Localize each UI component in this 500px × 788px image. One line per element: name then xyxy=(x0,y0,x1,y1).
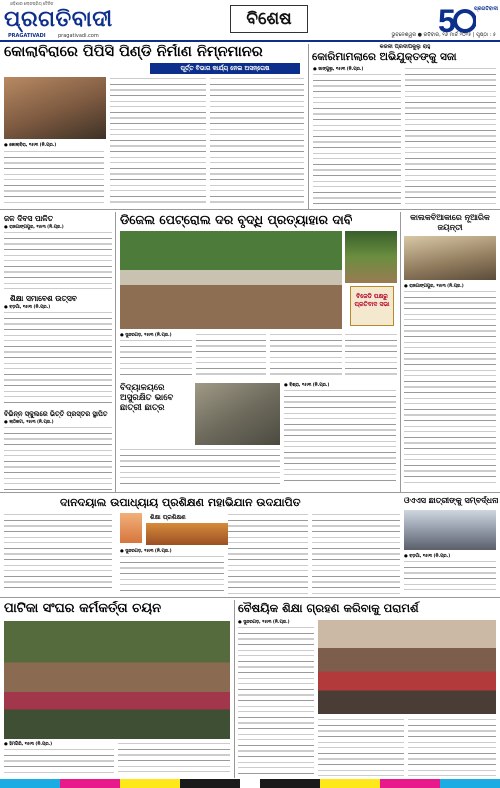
bottom-right-body-col1 xyxy=(238,626,314,776)
right-column-dateline: ● ରାଜଗାଙ୍ଗପୁର, ୧୫ା୩ (ନି.ପ୍ର.) xyxy=(404,284,464,289)
newspaper-logo: ପ୍ରଗତିବାଦୀ xyxy=(4,7,113,32)
middle-lead-body-col1 xyxy=(120,339,192,379)
top-right-dateline: ● ଜାଙ୍ଗୁଲୁ, ୧୫ା୩ (ନି.ପ୍ର.) xyxy=(313,67,364,72)
bottom-right-headline: ବୈଷୟିକ ଶିକ୍ଷା ଗ୍ରହଣ କରିବାକୁ ପରାମର୍ଶ xyxy=(238,601,419,615)
mid-band-headline: ଦାନଦୟାଲ ଉପାଧ୍ୟାୟ ପ୍ରଶିକ୍ଷଣ ମହାଭିଯାନ ଉଦଯାପିତ xyxy=(60,496,301,509)
mid-band-right-dateline: ● ବଡ଼ଗାଁ, ୧୫ା୩ (ନି.ପ୍ର.) xyxy=(404,554,451,559)
bottom-right-dateline: ● ସୁନ୍ଦରଗଡ଼, ୧୫ା୩ (ନି.ପ୍ର.) xyxy=(238,620,290,625)
print-color-strip xyxy=(0,779,500,788)
mid-band-pull: ଶିକ୍ଷା ପ୍ରଶିକ୍ଷଣ xyxy=(150,514,186,521)
middle-lead-body-col4 xyxy=(345,333,397,379)
right-column-body xyxy=(404,290,496,486)
bottom-left-headline: ପାଟିକା ସଂଘର କର୍ମକର୍ତ୍ତା ଚୟନ xyxy=(4,601,162,616)
bottom-left-body-col1 xyxy=(4,748,114,776)
jayanti-event-photo xyxy=(404,236,496,280)
column-divider xyxy=(400,212,401,492)
quote-text: ବିଜେଡି ପକ୍ଷରୁ ପ୍ରତିବାଦ ସଭା xyxy=(354,293,390,308)
left-3-dateline: ● ଲାଠିକଟା, ୧୫ା୩ (ନି.ପ୍ର.) xyxy=(4,420,54,425)
section-title: ବିଶେଷ xyxy=(230,5,308,33)
middle-lead-dateline: ● ସୁନ୍ଦରଗଡ଼, ୧୫ା୩ (ନି.ପ୍ର.) xyxy=(120,333,172,338)
middle-side-body-2 xyxy=(120,448,280,484)
middle-lead-headline: ଡିଜେଲ ପେଟ୍ରୋଲ ଦର ବୃଦ୍ଧି ପ୍ରତ୍ୟାହାର ଦାବି xyxy=(120,212,353,227)
left-2-headline: ଶିକ୍ଷା ସମାବେଶ ଉତ୍ସବ xyxy=(10,294,77,303)
top-right-headline: କୋରିମାମଲାରେ ଅଭିଯୁକ୍ତଙ୍କୁ ସଜା xyxy=(312,51,457,63)
mid-band-dateline: ● ସୁନ୍ଦରଗଡ଼, ୧୫ା୩ (ନି.ପ୍ର.) xyxy=(120,549,172,554)
training-banner-photo xyxy=(146,523,228,545)
middle-side-headline: ବିଦ୍ୟାଳୟରେ ଅସୁରକ୍ଷିତ ଭାବେ ଛାତ୍ରୀ ଛାତ୍ର xyxy=(120,383,174,413)
middle-side-dateline: ● ବିଶ୍ରା, ୧୫ା୩ (ନି.ପ୍ର.) xyxy=(284,383,330,388)
column-divider xyxy=(308,44,309,209)
left-1-body xyxy=(4,231,112,291)
school-building-photo xyxy=(195,383,280,445)
mid-band-left-body xyxy=(4,513,112,593)
top-lead-body-col2 xyxy=(110,77,206,206)
left-1-headline: ଜଳ ଦିବସ ପାଳିତ xyxy=(4,214,54,223)
left-3-headline: ବିଭିନ୍ନ ସ୍କୁଲରେ ଭିତ୍ତି ପ୍ରସ୍ତର ସ୍ଥାପିତ xyxy=(4,410,108,418)
left-1-dateline: ● ରାଜଗାଙ୍ଗପୁର, ୧୫ା୩ (ନି.ପ୍ର.) xyxy=(4,225,64,230)
top-right-kicker: କଜଳୀ ପ୍ରଦୀପକୁଲୁ ରାହୁ xyxy=(379,44,431,50)
svg-text:5: 5 xyxy=(438,3,456,38)
quote-box xyxy=(350,286,394,326)
mid-band-body-col3 xyxy=(312,513,400,595)
top-lead-subhead: ପୂର୍ତ୍ତ ବିଭାଗ କାର୍ଯ୍ୟ ନେଇ ଅସନ୍ତୋଷ xyxy=(150,63,300,74)
top-right-body-col1 xyxy=(313,73,401,206)
mid-band-right-body xyxy=(404,560,496,594)
portrait-photo xyxy=(120,513,142,543)
masthead-rule xyxy=(0,40,500,42)
bottom-left-dateline: ● ହିମଗିରି, ୧୫ା୩ (ନି.ପ୍ର.) xyxy=(4,742,53,747)
seminar-hall-photo xyxy=(318,620,496,714)
top-lead-body-col3 xyxy=(210,77,304,206)
left-2-body xyxy=(4,311,112,407)
right-column-headline: କାଲକବିଆକାରେ ନୂଆରିକ ଜୟନ୍ତୀ xyxy=(410,213,490,232)
section-divider xyxy=(0,597,500,598)
protest-rally-photo xyxy=(120,231,342,329)
anniversary-label: ପ୍ରଗତିବାଦୀ xyxy=(474,6,499,12)
column-divider xyxy=(234,600,235,778)
section-divider xyxy=(0,492,500,493)
middle-lead-body-col3 xyxy=(270,333,342,379)
newspaper-logo-latin: PRAGATIVADI xyxy=(8,33,46,39)
masthead-tagline: ଓଡ଼ିଶାର ଲୋକପ୍ରିୟ ଦୈନିକ xyxy=(10,1,54,6)
middle-lead-body-col2 xyxy=(196,333,266,379)
construction-photo xyxy=(4,77,106,139)
top-right-body-col2 xyxy=(405,67,496,206)
column-divider xyxy=(115,212,116,492)
bottom-right-body-col3 xyxy=(408,718,496,776)
top-lead-dateline: ● କୋଲାବିରା, ୧୫ା୩ (ନି.ପ୍ର.) xyxy=(4,143,57,148)
mid-band-body-col2 xyxy=(228,513,308,595)
left-2-dateline: ● ବଡ଼ଗାଁ, ୧୫ା୩ (ନି.ପ୍ର.) xyxy=(4,305,51,310)
newspaper-website: pragativadi.com xyxy=(58,33,99,39)
mid-band-right-headline: ଓଏଏସ ଛାତ୍ରୀଙ୍କୁ ସମ୍ବର୍ଦ୍ଧନା xyxy=(404,496,498,505)
felicitation-photo xyxy=(404,510,496,550)
top-lead-body-col1 xyxy=(4,150,104,206)
left-3-body xyxy=(4,426,112,490)
protest-crowd-photo xyxy=(345,231,397,283)
section-divider xyxy=(0,209,500,210)
middle-side-body xyxy=(284,389,396,484)
bottom-right-body-col2 xyxy=(318,718,404,776)
bottom-left-body-col2 xyxy=(118,742,230,776)
mid-band-body-col1 xyxy=(120,555,224,595)
top-lead-headline: କୋଲାବିରାରେ ପିପିସି ପିଣ୍ଡି ନିର୍ମାଣ ନିମ୍ନମାନର xyxy=(4,44,263,60)
date-line: ଭୁବନେଶ୍ୱର ● ରବିବାର, ୧୬ ମାର୍ଚ୍ଚ ୨୦୨୫ | ପୃଷ୍ଠା : ୫ xyxy=(391,32,496,38)
sangha-meeting-photo xyxy=(4,621,230,739)
